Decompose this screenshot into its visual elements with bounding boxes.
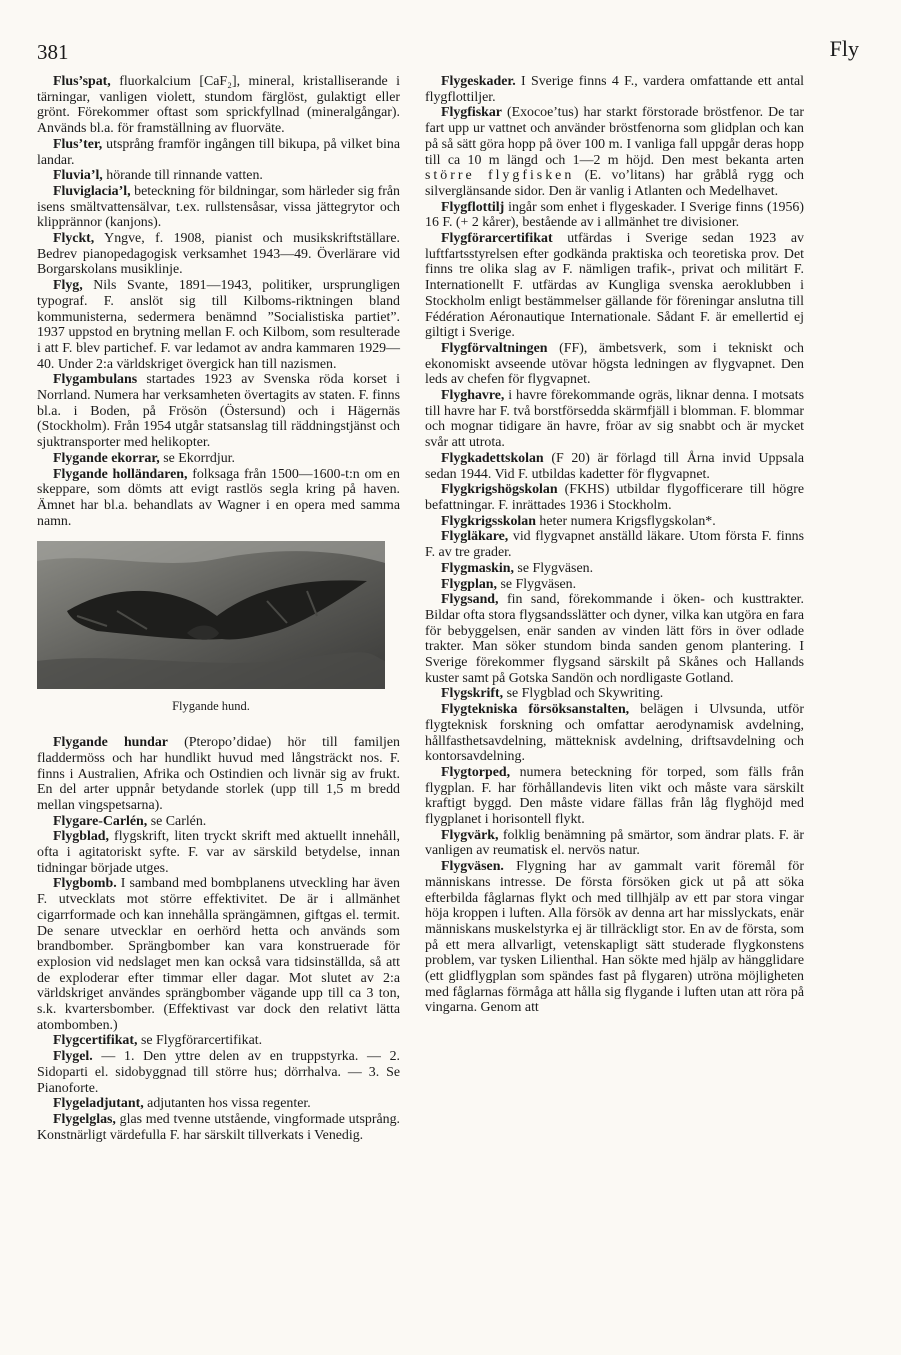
left-column <box>37 74 400 1143</box>
dictionary-entry <box>37 278 400 372</box>
entry-text: flygskrift, liten tryckt skrift med aktuellt innehåll, ofta i agitatoriskt syfte. F. var av särskild betydelse, innan tidningar började utges. <box>37 829 400 876</box>
dictionary-entry <box>37 184 400 231</box>
entry-text: se Flygväsen. <box>496 576 577 592</box>
dictionary-entry <box>425 482 804 513</box>
entry-headword: Flus’spat, <box>53 74 111 89</box>
right-entries <box>425 74 804 1016</box>
entry-headword: Flygeladjutant, <box>53 1096 144 1112</box>
entry-headword: Flygplan, <box>441 576 497 592</box>
entry-text: Flygning har av gammalt varit föremål för människans intresse. De första försöken gick ut på att söka efterbilda fåglarnas flykt och med tillhjälp av ett par stora vingar höja kroppen i luften. Alla försök av denna art har misslyckats, enär människans muskelstyrka ej är tillräckligt stor. En av de första, som på ett mera allvarligt, vetenskapligt sätt studerade flygkonstens problem, var tysken Lilienthal. Han sökte med hjälp av hängglidare (ett glidflygplan som spändes fast på flygaren) utröna möjligheten med fåglarnas förmåga att hålla sig flygande i luften utan att röra på vingarna. Genom att <box>425 859 804 1016</box>
entry-headword: Flygcertifikat, <box>53 1033 138 1049</box>
entry-headword: Flygande ekorrar, <box>53 450 160 466</box>
dictionary-entry <box>37 876 400 1033</box>
entry-text: glas med tvenne utstående, vingformade utsprång. Konstnärligt värdefulla F. har särskilt tillverkats i Venedig. <box>37 1111 400 1143</box>
entry-text: I samband med bombplanens utveckling har även F. utvecklats mot större effektivitet. De är i allmänhet cigarrformade och kan innehålla sprängämnen, giftgas el. termit. De senare utvecklar en oerhörd hetta och används som brandbomber. Sprängbomber kan vara konstruerade för explosion vid nedslaget men kan också vara tidsinställda, så att de exploderar efter timmar eller dagar. Mot slutet av 2:a världskriget användes sprängbomber vägande upp till ca 3 ton, s.k. kvartersbomber. (Effektivast var dock den relativt lätta atombomben.) <box>37 876 400 1033</box>
dictionary-entry <box>37 735 400 814</box>
entry-text: numera beteckning för torped, som fälls från flygplan. F. har förhållandevis liten vikt och måste vara särskilt kraftigt byggd. Den måste vidare fällas från låg flyghöjd med flygplanet i horisontell flykt. <box>425 764 804 828</box>
running-head: Fly <box>829 36 859 61</box>
entry-text: adjutanten hos vissa regenter. <box>143 1096 311 1112</box>
dictionary-entry <box>425 341 804 388</box>
dictionary-entry <box>37 1096 400 1112</box>
entry-headword: Flygförvaltningen <box>441 340 548 356</box>
entry-headword: Flygkrigshögskolan <box>441 482 558 498</box>
dictionary-entry <box>37 829 400 876</box>
entry-headword: Flygfiskar <box>441 105 502 121</box>
entry-text: ingår som enhet i flygeskader. I Sverige finns (1956) 16 F. (+ 2 kårer), bestående av i allmänhet tre divisioner. <box>425 199 804 231</box>
dictionary-entry <box>425 451 804 482</box>
dictionary-entry <box>425 74 804 105</box>
entry-text: se Flygblad och Skywriting. <box>503 686 664 702</box>
entry-text: Nils Svante, 1891—1943, politiker, ursprungligen typograf. F. anslöt sig till Kilboms-riktningen bland kommunisterna, sedermera benämnd ”Socialistiska partiet”. 1937 uppstod en brytning mellan F. och Kilbom, som resulterade i att F. blev partichef. F. var ledamot av andra kammaren 1929—40. Under 2:a världskriget övergick han till nazismen. <box>37 278 400 372</box>
entry-headword: Flygande holländaren, <box>53 466 188 482</box>
dictionary-entry <box>425 828 804 859</box>
entry-text: beteckning för bildningar, som härleder sig från isens smältvattensälvar, t.ex. rullstensåsar, vissa jättegrytor och klipprännor (kanjons). <box>37 183 400 231</box>
entry-headword: Flygambulans <box>53 372 138 388</box>
entry-text: (F 20) är förlagd till Årna invid Uppsala sedan 1944. Vid F. utbildas kadetter för flygvapnet. <box>425 450 804 482</box>
entry-headword: Flygelglas, <box>53 1111 116 1127</box>
entry-text: i havre förekommande ogräs, liknar denna. I motsats till havre har F. två borstförsedda skärmfjäll i blomman. F. blommar och mognar tidigare än havre, fröar av sig snabbt och är mycket svår att utrota. <box>425 388 804 451</box>
entry-headword: Flygmaskin, <box>441 560 514 576</box>
entry-headword: Flygväsen. <box>441 859 504 875</box>
entry-text: vid flygvapnet anställd läkare. Utom första F. finns F. av tre grader. <box>425 529 804 561</box>
entry-text: se Flygväsen. <box>513 560 594 576</box>
entry-headword: Flygflottilj <box>441 199 505 215</box>
dictionary-entry <box>37 814 400 830</box>
entry-text: Yngve, f. 1908, pianist och musikskriftställare. Bedrev pianopedagogisk verksamhet 1943—49. Överlärare vid Borgarskolans musiklinje. <box>37 231 400 278</box>
entry-headword: Flygtorped, <box>441 764 511 780</box>
dictionary-entry <box>37 1112 400 1143</box>
page-number: 381 <box>37 40 69 64</box>
entry-headword: Flygvärk, <box>441 827 499 843</box>
entry-headword: Flygeskader. <box>441 74 516 89</box>
entry-text: fin sand, förekommande i öken- och kusttrakter. Bildar ofta stora flygsandsslätter och dyner, vilka kan utgöra en fara för bebyggelsen, enär sanden av vinden lätt förs in över odlade trakter. Man söker stundom binda sanden genom plantering. I Sverige förekommer flygsand särskilt på Skånes och Hallands kuster samt på Gotska Sandön och nordligaste Gotland. <box>425 592 804 686</box>
dictionary-entry <box>37 168 400 184</box>
figure <box>37 541 385 715</box>
dictionary-entry <box>425 859 804 1016</box>
entry-headword: Flygkadettskolan <box>441 450 544 466</box>
dictionary-entry <box>425 514 804 530</box>
entry-text: I Sverige finns 4 F., vardera omfattande ett antal flygflottiljer. <box>425 74 804 105</box>
page-header <box>0 36 901 68</box>
entry-spaced-term: större flygfisken <box>425 168 575 184</box>
entry-text: folklig benämning på smärtor, som ändrar plats. F. är vanligen av reumatisk el. nervös natur. <box>425 827 804 859</box>
entry-headword: Flygförarcertifikat <box>441 231 553 247</box>
left-entries <box>37 74 400 529</box>
dictionary-entry <box>425 231 804 341</box>
dictionary-entry <box>425 529 804 560</box>
dictionary-entry <box>37 1033 400 1049</box>
entry-text: fluorkalcium [CaF₂], mineral, kristalliserande i tärningar, vanligen violett, stundom färglöst, gulaktigt eller grönt. Förekommer oftast som sprickfyllnad (mineralgångar). Används bl.a. för framställning av fluorväte. <box>37 74 400 137</box>
entry-text: utsprång framför ingången till bikupa, på vilket bina landar. <box>37 136 400 168</box>
entry-headword: Flygblad, <box>53 829 109 845</box>
entry-headword: Fluvia’l, <box>53 168 103 184</box>
entry-text: startades 1923 av Svenska röda korset i Norrland. Numera har verksamheten övertagits av staten. F. finns bl.a. i Boden, på Frösön (Östersund) och i Hägernäs (Stockholm). Från 1954 utgår statsanslag till räddningstjänst och sjuktransporter med helikopter. <box>37 372 400 451</box>
dictionary-entry <box>37 467 400 530</box>
entry-headword: Flygande hundar <box>53 735 168 751</box>
entry-headword: Flygare-Carlén, <box>53 813 148 829</box>
entry-text: — 1. Den yttre delen av en truppstyrka. — 2. Sidoparti el. sidobyggnad till större hus; dörrhalva. — 3. Se Pianoforte. <box>37 1049 400 1096</box>
dictionary-entry <box>425 200 804 231</box>
entry-headword: Flyg, <box>53 278 83 294</box>
dictionary-entry <box>425 561 804 577</box>
dictionary-entry <box>37 137 400 168</box>
dictionary-entry <box>37 74 400 137</box>
entry-headword: Flus’ter, <box>53 136 103 152</box>
entry-headword: Flygläkare, <box>441 529 509 545</box>
entry-text: (Pteropo’didae) hör till familjen fladdermöss och har hundlikt huvud med långsträckt nos. F. finns i Australien, Afrika och Ostindien och livnär sig av frukt. En del arter uppnår betydande storlek (upp till 1,5 m bredd mellan vingspetsarna). <box>37 735 400 813</box>
dictionary-entry <box>37 1049 400 1096</box>
entry-text: (Exocoe’tus) har starkt förstorade bröstfenor. De tar fart upp ur vattnet och använder bröstfenorna som glidplan och kan på så sätt göra hopp på över 100 m. I vanliga fall uppgår deras hopp till ca 10 m längd och 1—2 m höjd. Den mest bekanta arten <box>425 105 804 168</box>
dictionary-entry <box>425 577 804 593</box>
dictionary-entry <box>37 451 400 467</box>
dictionary-entry <box>425 592 804 686</box>
entry-text: (FKHS) utbildar flygofficerare till högre befattningar. F. inrättades 1936 i Stockholm. <box>425 482 804 513</box>
entry-headword: Flyghavre, <box>441 388 505 404</box>
right-column <box>425 74 804 1016</box>
entry-headword: Flygbomb. <box>53 876 117 892</box>
entry-headword: Flygskrift, <box>441 686 504 702</box>
left-entries-after <box>37 735 400 1143</box>
entry-text: (FF), ämbetsverk, som i tekniskt och ekonomiskt avseende utövar högsta ledningen av flygvapnet. Den leds av chefen för flygvapnet. <box>425 340 804 388</box>
dictionary-entry <box>425 105 804 199</box>
entry-text-cont: (E. vo’litans) har gråblå rygg och silverglänsande sidor. Den är vanlig i Atlanten och Medelhavet. <box>425 168 804 199</box>
dictionary-entry <box>37 231 400 278</box>
entry-headword: Flygel. <box>53 1049 93 1065</box>
dictionary-entry <box>425 702 804 765</box>
flying-fox-photo-icon <box>37 541 385 689</box>
entry-text: se Ekorrdjur. <box>159 450 235 466</box>
entry-text: utfärdas i Sverige sedan 1923 av luftfartsstyrelsen efter godkända praktiska och teoretiska prov. Det finns tre olika slag av F. nämligen trafik-, privat och militärt F. Internationellt F. utfärdas av Kungliga svenska aeroklubben i Stockholm enligt bestämmelser gällande för föreningar anslutna till Fédération Aéronautique Internationale. Sådant F. är emellertid ej giltigt i Sverige. <box>425 231 804 341</box>
entry-headword: Fluviglacia’l, <box>53 183 131 199</box>
entry-headword: Flyckt, <box>53 231 95 247</box>
figure-caption: Flygande hund. <box>172 699 250 714</box>
entry-text: se Flygförarcertifikat. <box>137 1033 263 1049</box>
dictionary-entry <box>425 388 804 451</box>
dictionary-entry <box>425 765 804 828</box>
entry-text: folksaga från 1500—1600-t:n om en skeppare, som dömts att evigt rastlös segla kring på haven. Ämnet har bl.a. behandlats av Wagner i en opera med samma namn. <box>37 466 400 529</box>
entry-text: belägen i Ulvsunda, utför flygteknisk forskning och omfattar aerodynamisk avdelning, hållfasthetsavdelning, mätteknisk avdelning, driftsavdelning och kontorsavdelning. <box>425 702 804 765</box>
entry-headword: Flygsand, <box>441 592 499 608</box>
entry-headword: Flygkrigsskolan <box>441 513 536 529</box>
entry-headword: Flygtekniska försöksanstalten, <box>441 702 630 718</box>
dictionary-entry <box>425 686 804 702</box>
entry-text: heter numera Krigsflygskolan*. <box>535 513 716 529</box>
dictionary-entry <box>37 372 400 451</box>
entry-text: hörande till rinnande vatten. <box>102 168 263 184</box>
entry-text: se Carlén. <box>147 813 207 829</box>
